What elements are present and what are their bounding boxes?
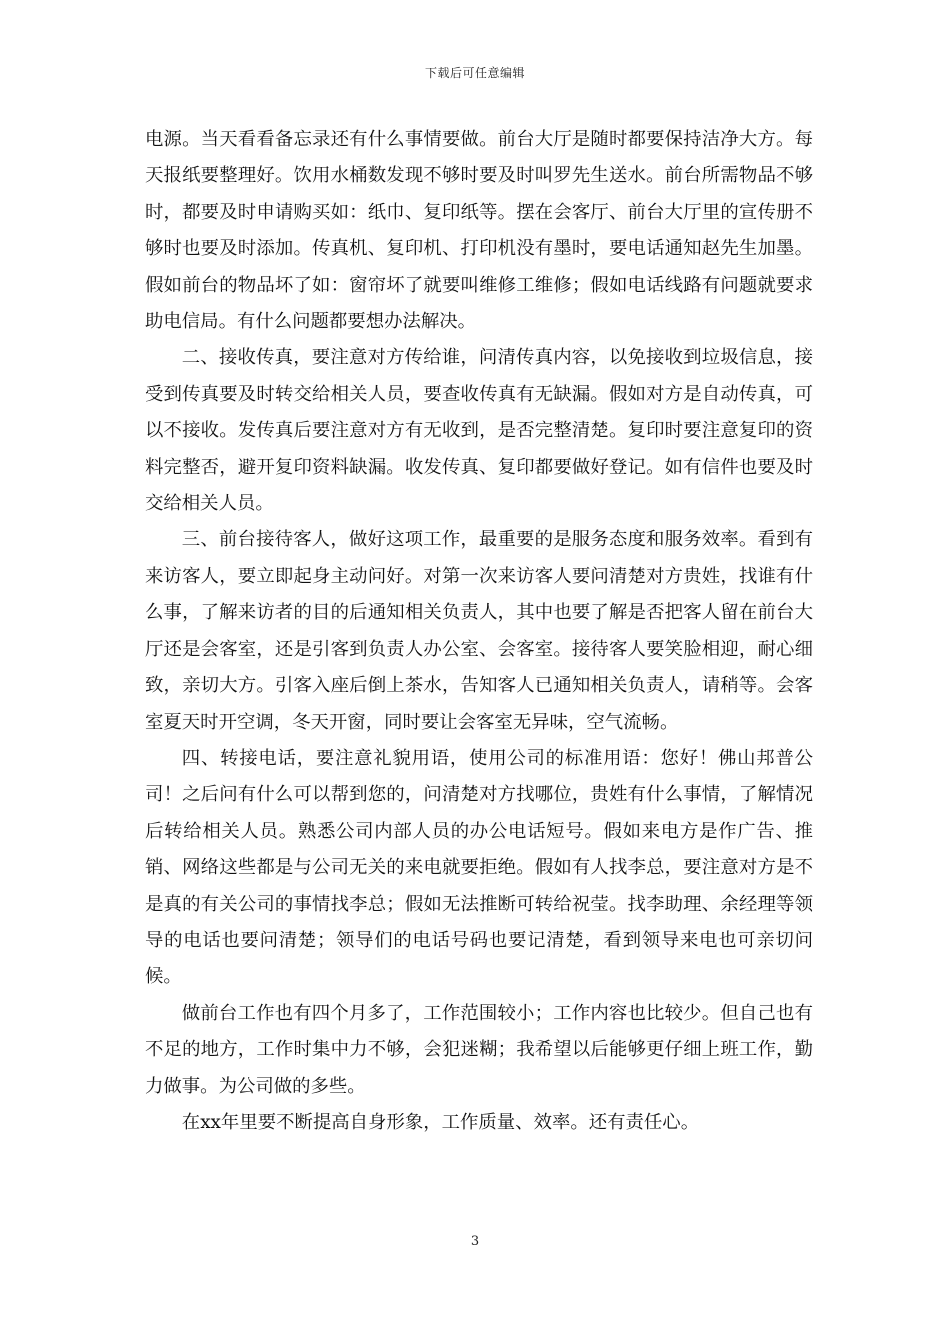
paragraph-phone: 四、转接电话，要注意礼貌用语，使用公司的标准用语：您好！佛山邦普公司！之后问有什么可以帮到您的，问清楚对方找哪位，贵姓有什么事情，了解情况后转给相关人员。熟悉公司内部人员的办公电话短号。假如来电方是作广告、推销、网络这些都是与公司无关的来电就要拒绝。假如有人找李总，要注意对方是不是真的有关公司的事情找李总；假如无法推断可转给祝莹。找李助理、余经理等领导的电话也要问清楚；领导们的电话号码也要记清楚，看到领导来电也可亲切问候。 xyxy=(145,747,813,988)
page-header: 下载后可任意编辑 xyxy=(424,66,525,80)
paragraph-goal: 在xx年里要不断提高自身形象，工作质量、效率。还有责任心。 xyxy=(181,1111,700,1133)
page-number: 3 xyxy=(470,1234,480,1249)
paragraph-summary: 做前台工作也有四个月多了，工作范围较小；工作内容也比较少。但自己也有不足的地方，工作时集中力不够，会犯迷糊；我希望以后能够更仔细上班工作，勤力做事。为公司做的多些。 xyxy=(145,1002,813,1097)
paragraph-reception: 三、前台接待客人，做好这项工作，最重要的是服务态度和服务效率。看到有来访客人，要立即起身主动问好。对第一次来访客人要问清楚对方贵姓，找谁有什么事，了解来访者的目的后通知相关负责人，其中也要了解是否把客人留在前台大厅还是会客室，还是引客到负责人办公室、会客室。接待客人要笑脸相迎，耐心细致，亲切大方。引客入座后倒上茶水，告知客人已通知相关负责人，请稍等。会客室夏天时开空调，冬天开窗，同时要让会客室无异味，空气流畅。 xyxy=(145,529,813,733)
paragraph-continuation: 电源。当天看看备忘录还有什么事情要做。前台大厅是随时都要保持洁净大方。每天报纸要整理好。饮用水桶数发现不够时要及时叫罗先生送水。前台所需物品不够时，都要及时申请购买如：纸巾、复印纸等。摆在会客厅、前台大厅里的宣传册不够时也要及时添加。传真机、复印机、打印机没有墨时，要电话通知赵先生加墨。假如前台的物品坏了如：窗帘坏了就要叫维修工维修；假如电话线路有问题就要求助电信局。有什么问题都要想办法解决。 xyxy=(145,129,813,333)
document-body xyxy=(145,122,813,1141)
paragraph-fax: 二、接收传真，要注意对方传给谁，问清传真内容，以免接收到垃圾信息，接受到传真要及时转交给相关人员，要查收传真有无缺漏。假如对方是自动传真，可以不接收。发传真后要注意对方有无收到，是否完整清楚。复印时要注意复印的资料完整否，避开复印资料缺漏。收发传真、复印都要做好登记。如有信件也要及时交给相关人员。 xyxy=(145,347,813,515)
